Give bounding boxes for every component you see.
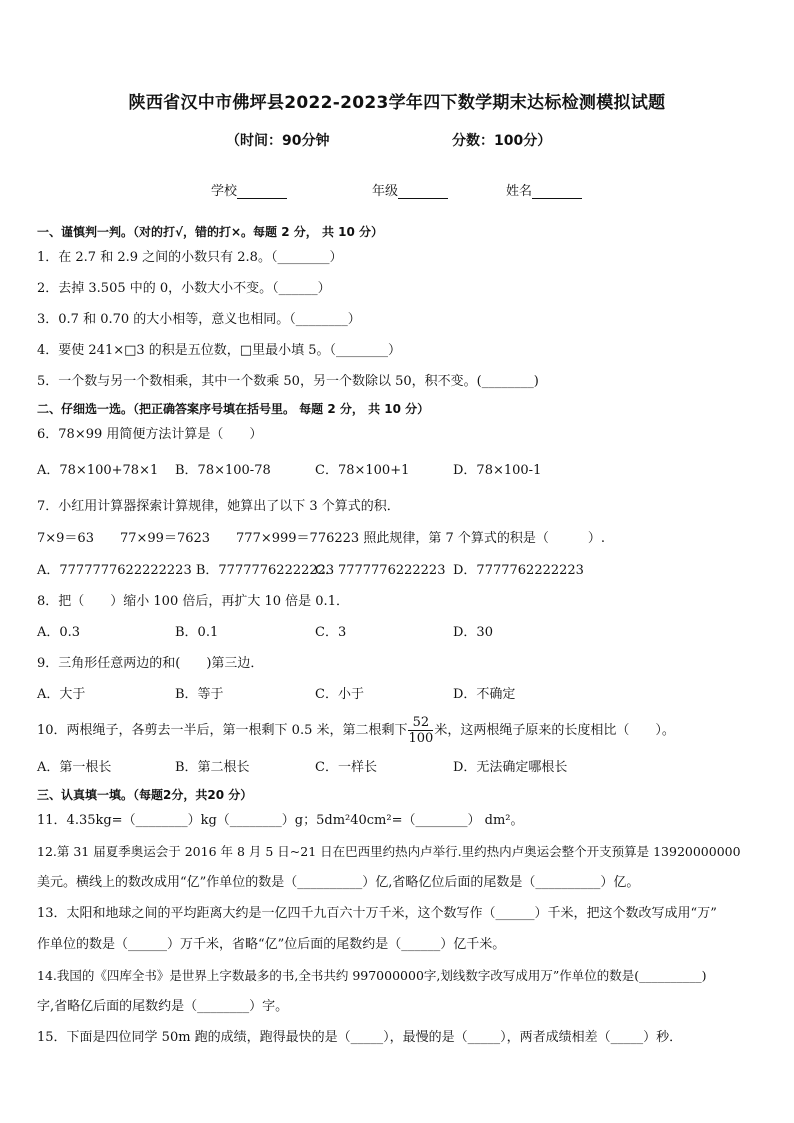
- question-6-option-b[interactable]: B．78×100-78: [175, 463, 271, 478]
- question-12-line-1: 12.第 31 届夏季奥运会于 2016 年 8 月 5 日~21 日在巴西里约热内卢举行.里约热内卢奥运会整个开支预算是 13920000000: [37, 844, 741, 859]
- fraction-numerator: 52: [408, 715, 433, 731]
- school-blank[interactable]: [237, 198, 287, 199]
- question-6-option-a[interactable]: A．78×100+78×1: [37, 463, 159, 478]
- name-label: 姓名: [506, 184, 533, 199]
- school-field: [211, 180, 287, 199]
- question-9-option-c[interactable]: C．小于: [315, 687, 364, 702]
- question-9-option-b[interactable]: B．等于: [175, 687, 224, 702]
- question-7-option-ab[interactable]: A．7777777622222223 B．77777762222223: [37, 563, 335, 578]
- question-8-option-b[interactable]: B．0.1: [175, 625, 219, 640]
- question-14-line-2: 字,省略亿后面的尾数约是（________）字。: [37, 999, 289, 1014]
- question-6-option-c[interactable]: C．78×100+1: [315, 463, 410, 478]
- question-2: 2．去掉 3.505 中的 0，小数大小不变。（______）: [37, 281, 331, 296]
- question-13-line-2: 作单位的数是（______）万千米，省略“亿”位后面的尾数约是（______）亿千米。: [37, 937, 506, 952]
- question-7-pattern: 7×9＝63 77×99＝7623 777×999＝776223 照此规律，第 7 个算式的积是（ ）.: [37, 531, 605, 546]
- question-6: 6．78×99 用简便方法计算是（ ）: [37, 427, 263, 442]
- question-4: 4．要使 241×□3 的积是五位数，□里最小填 5。（________）: [37, 343, 401, 358]
- name-blank[interactable]: [532, 198, 582, 199]
- grade-blank[interactable]: [398, 198, 448, 199]
- section-1-heading: 一、谨慎判一判。（对的打√，错的打×。每题 2 分， 共 10 分）: [37, 225, 383, 239]
- question-14-line-1: 14.我国的《四库全书》是世界上字数最多的书,全书共约 997000000字,划线数字改写成用万”作单位的数是(__________): [37, 968, 707, 983]
- question-8-option-d[interactable]: D．30: [453, 625, 493, 640]
- question-1: 1．在 2.7 和 2.9 之间的小数只有 2.8。（________）: [37, 250, 343, 265]
- question-10: [37, 713, 675, 749]
- name-field: [506, 180, 582, 199]
- fraction-denominator: 100: [408, 731, 434, 746]
- section-2-heading: 二、仔细选一选。（把正确答案序号填在括号里。 每题 2 分， 共 10 分）: [37, 402, 430, 416]
- question-5: 5．一个数与另一个数相乘，其中一个数乘 50，另一个数除以 50，积不变。(________): [37, 374, 539, 389]
- section-3-heading: 三、认真填一填。（每题2分，共20 分）: [37, 788, 253, 802]
- question-7: 7．小红用计算器探索计算规律，她算出了以下 3 个算式的积．: [37, 499, 400, 514]
- question-3: 3．0.7 和 0.70 的大小相等，意义也相同。（________）: [37, 312, 361, 327]
- question-9-option-a[interactable]: A．大于: [37, 687, 86, 702]
- question-7-option-c[interactable]: C．7777776222223: [315, 563, 446, 578]
- question-12-line-2: 美元。横线上的数改成用“亿”作单位的数是（__________）亿,省略亿位后面的尾数是（__________）亿。: [37, 875, 640, 890]
- grade-field: [372, 180, 448, 199]
- question-6-option-d[interactable]: D．78×100-1: [453, 463, 542, 478]
- question-8-option-a[interactable]: A．0.3: [37, 625, 81, 640]
- school-label: 学校: [211, 184, 238, 199]
- exam-time: （时间：90分钟: [226, 133, 330, 149]
- exam-title: 陕西省汉中市佛坪县2022-2023学年四下数学期末达标检测模拟试题: [128, 93, 666, 113]
- question-10-option-b[interactable]: B．第二根长: [175, 760, 250, 775]
- question-15: 15．下面是四位同学 50m 跑的成绩，跑得最快的是（_____），最慢的是（_____），两者成绩相差（_____）秒．: [37, 1030, 683, 1045]
- fraction: [408, 715, 433, 746]
- question-9-option-d[interactable]: D．不确定: [453, 687, 516, 702]
- question-10-option-c[interactable]: C．一样长: [315, 760, 377, 775]
- question-10-text-after: 米，这两根绳子原来的长度相比（ ）。: [434, 723, 675, 738]
- question-10-option-a[interactable]: A．第一根长: [37, 760, 112, 775]
- question-13-line-1: 13．太阳和地球之间的平均距离大约是一亿四千九百六十万千米，这个数写作（______）千米，把这个数改写成用“万”: [37, 906, 717, 921]
- question-10-option-d[interactable]: D．无法确定哪根长: [453, 760, 568, 775]
- question-9: 9．三角形任意两边的和( )第三边．: [37, 656, 264, 671]
- question-8-option-c[interactable]: C．3: [315, 625, 347, 640]
- question-8: 8．把（ ）缩小 100 倍后，再扩大 10 倍是 0.1．: [37, 594, 349, 609]
- question-10-text-before: 10．两根绳子，各剪去一半后，第一根剩下 0.5 米，第二根剩下: [37, 723, 408, 738]
- exam-score: 分数：100分）: [452, 133, 552, 149]
- grade-label: 年级: [372, 184, 399, 199]
- question-7-option-d[interactable]: D．7777762222223: [453, 563, 584, 578]
- question-11: 11．4.35kg=（________）kg（________）g；5dm²40cm²=（________） dm²。: [37, 813, 524, 828]
